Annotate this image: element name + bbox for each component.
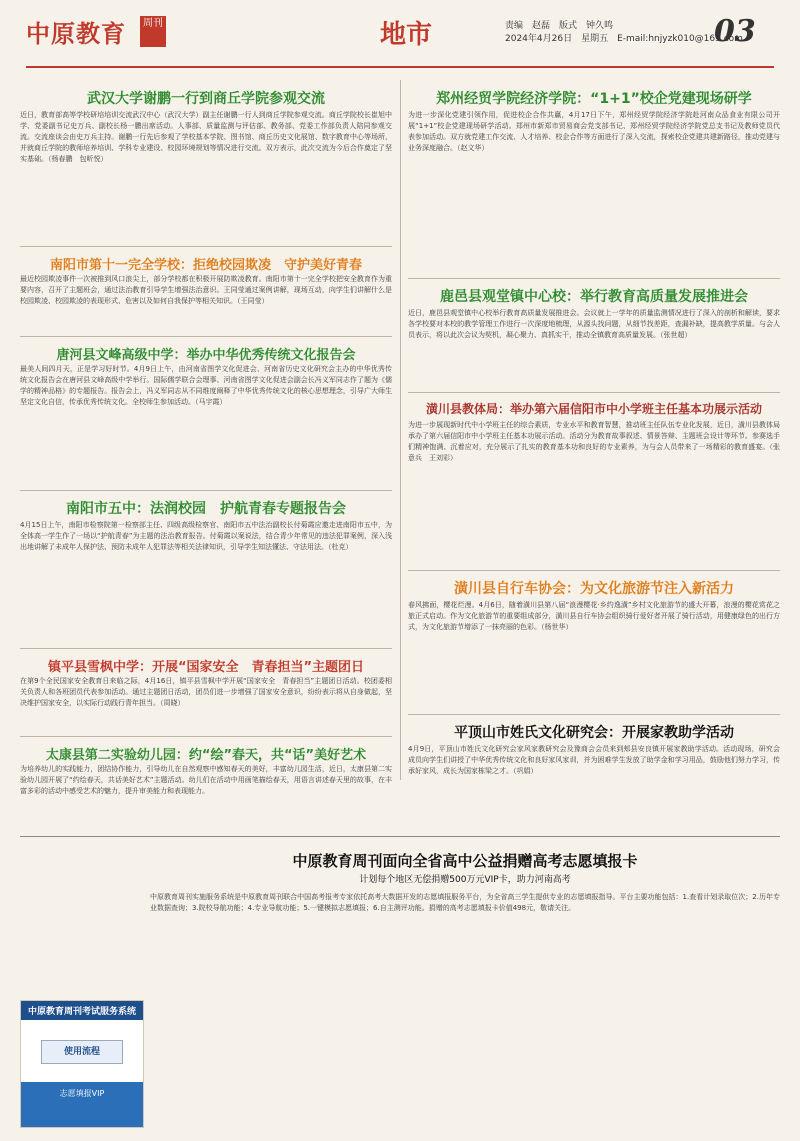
- article-headline: 平顶山市姓氏文化研究会：开展家教助学活动: [454, 725, 734, 741]
- divider: [408, 392, 780, 393]
- promo-headline: 中原教育周刊面向全省高中公益捐赠高考志愿填报卡: [292, 852, 638, 870]
- ad-bottom: 志愿填报VIP: [21, 1082, 143, 1128]
- article-body: 近日，鹿邑县观堂镇中心校举行教育高质量发展推进会。会议就上一学年的质量监测情况进行了深入的剖析和解读，要求各学校要对本校的教学管理工作进行一次深度地梳理，从源头找问题，从细节找差距，查漏补缺，提高教学质量。与会人员表示，将以此次会议为契机，凝心聚力、真抓实干，推动全镇教育高质量发展。（张世超）: [408, 309, 780, 339]
- editors-line: 责编 赵磊 版式 钟久鸣: [505, 21, 614, 31]
- brand-badge: 周刊: [140, 16, 166, 47]
- article-headline: 镇平县雪枫中学：开展“国家安全 青春担当”主题团日: [47, 660, 365, 675]
- page-number: 03: [714, 14, 756, 49]
- divider: [408, 570, 780, 571]
- page-header: [0, 0, 800, 78]
- article-headline: 唐河县文峰高级中学：举办中华优秀传统文化报告会: [56, 348, 356, 363]
- header-meta: [505, 20, 743, 46]
- column-divider: [400, 80, 401, 780]
- ad-title: 中原教育周刊考试服务系统: [21, 1001, 143, 1020]
- article-headline: 太康县第二实验幼儿园：约“绘”春天，共“话”美好艺术: [45, 748, 367, 763]
- divider: [20, 648, 392, 649]
- divider: [408, 714, 780, 715]
- article-body: 最近校园欺凌事件一次被推到风口浪尖上，部分学校都在积极开展防欺凌教育。南阳市第十一完全学校把安全教育作为重要内容，召开了主题班会，通过法治教育引导学生增强法治意识。王同莹通过案例讲解，现场互动，向学生们讲解什么是校园欺凌、校园欺凌的表现形式、危害以及如何自我保护等相关知识。（王同莹）: [20, 275, 392, 305]
- divider: [20, 246, 392, 247]
- divider: [20, 736, 392, 737]
- divider: [20, 490, 392, 491]
- ad-body: [21, 1020, 143, 1082]
- article-headline: 郑州经贸学院经济学院：“1+1”校企党建现场研学: [436, 91, 752, 107]
- advertisement: [20, 1000, 144, 1128]
- article-body: 近日，教育部高等学校研培培训交流武汉中心（武汉大学）副主任谢鹏一行人到商丘学院参观交流。商丘学院校长崔旭中学、党委副书记史万兵、副校长杨一鹏出席活动。人事部、质量监测与评估部、教务部、党委工作部负责人陪同参观交流。交流座谈会由史万兵主持。谢鹏一行先后参观了学校基本学院、图书馆、商丘历史文化展馆、数字教育中心等场所，并就商丘学院的教师培养培训、学科专业建设、校园环境规划等情况进行交流。双方表示，此次交流为今后合作奠定了坚实基础。（杨春鹏 包昕悦）: [20, 111, 392, 163]
- article-headline: 潢川县教体局：举办第六届信阳市中小学班主任基本功展示活动: [425, 402, 762, 416]
- article-body: 春风拂面，樱花烂漫。4月6日，随着潢川县第八届“浪漫樱花·乡约逸潢”乡村文化旅游节的盛大开幕，浪漫的樱花赏花之旅正式启动。作为文化旅游节的重要组成部分，潢川县自行车协会组织骑行爱好者开展了骑行活动，用健康绿色的出行方式，为文化旅游节增添了一抹亮丽的色彩。（杨世华）: [408, 601, 780, 631]
- article-body: 为培养幼儿的实践能力，团结协作能力，引导幼儿在自然观察中感知春天的美好，丰富幼儿园生活，近日，太康县第二实验幼儿园开展了“约绘春天，共话美好艺术”主题活动。幼儿们在活动中用画笔描绘春天，用语言讲述春天里的故事，在丰富多彩的活动中感受艺术的魅力，提升审美能力和表现能力。: [20, 765, 392, 795]
- article-headline: 鹿邑县观堂镇中心校：举行教育高质量发展推进会: [440, 289, 748, 305]
- date-line: 2024年4月26日 星期五 E-mail:hnjyzk010@163.com: [505, 34, 743, 44]
- article-body: 为进一步展现新时代中小学班主任的综合素质，专业水平和教育智慧，推动班主任队伍专业化发展，近日，潢川县教体局承办了第六届信阳市中小学班主任基本功展示活动。活动分为教育故事叙述、情景答辩、主题班会设计等环节。参赛选手们精神饱满、沉着应对，充分展示了扎实的教育基本功和良好的专业素养，为与会人员带来了一场精彩的教育盛宴。（张意兵 王刘彩）: [408, 421, 780, 462]
- promo-subtitle: 计划每个地区无偿捐赠500万元VIP卡，助力河南高考: [359, 875, 571, 885]
- ad-process-label: 使用流程: [41, 1040, 123, 1064]
- header-rule: [26, 66, 774, 68]
- divider: [20, 336, 392, 337]
- brand-logo: 中原教育: [26, 19, 126, 48]
- article-body: 为进一步深化党建引领作用，促进校企合作共赢，4月17日下午，郑州经贸学院经济学院赴河南众品食业有限公司开展“1+1”校企党建现场研学活动。郑州市新郑市贸易商会党支部书记、郑州经贸学院经济学院党总支书记及教师党员代表参加活动。双方就党建工作交流、人才培养、校企合作等方面进行了深入交流，探索校企党建共建新路径，推动党建与业务深度融合。（赵文华）: [408, 111, 780, 152]
- article-headline: 南阳市第十一完全学校：拒绝校园欺凌 守护美好青春: [49, 258, 362, 273]
- section-title: 地市: [380, 20, 433, 50]
- section-divider: [20, 836, 780, 837]
- article-headline: 武汉大学谢鹏一行到商丘学院参观交流: [87, 91, 325, 107]
- article-body: 在第9个全民国家安全教育日来临之际，4月16日，镇平县雪枫中学开展“国家安全 青春担当”主题团日活动。校团委相关负责人和各班团员代表参加活动。通过主题团日活动，团员们进一步增强了国家安全意识，纷纷表示将从自身做起，坚决维护国家安全，以实际行动践行青年担当。（周晓）: [20, 677, 392, 707]
- article-body: 4月15日上午，南阳市检察院第一检察部主任、四级高级检察官、南阳市五中法治副校长付菊霞应邀走进南阳市五中，为全体高一学生作了一场以“护航青春”为主题的法治教育报告。付菊霞以案说法，结合青少年常见的违法犯罪案例，深入浅出地讲解了未成年人保护法、预防未成年人犯罪法等相关法律知识，引导学生知法懂法、守法用法。（杜克）: [20, 521, 392, 551]
- article-body: 4月9日，平顶山市姓氏文化研究会家风家教研究会及豫商会会员来到郏县安良镇开展家教助学活动。活动现场，研究会成员向学生们讲授了中华优秀传统文化和良好家风家训，并为困难学生发放了助学金和学习用品，鼓励他们努力学习，传承好家风，成长为国家栋梁之才。（巩娟）: [408, 745, 780, 775]
- article-headline: 南阳市五中：法润校园 护航青春专题报告会: [66, 501, 346, 517]
- divider: [408, 278, 780, 279]
- article-headline: 潢川县自行车协会：为文化旅游节注入新活力: [454, 581, 734, 597]
- article-body: 最美人间四月天，正是学习好时节。4月9日上午，由河南省图学文化促进会、河南省历史文化研究会主办的中华优秀传统文化报告会在唐河县文峰高级中学举行。国际儒学联合会理事、河南省图学文化促进会副会长冯义军同志作了题为《儒学的精神品格》的专题报告。报告会上，冯义军同志从不同维度阐释了中华优秀传统文化的核心思想理念，引导广大师生坚定文化自信，传承优秀传统文化。全校师生参加活动。（马宇霞）: [20, 365, 392, 406]
- promo-body: 中原教育周刊实施服务系统是中原教育周刊联合中国高考报考专家依托高考大数据开发的志愿填报服务平台，为全省高三学生提供专业的志愿填报指导。平台主要功能包括：1.查看计划录取位次；2.历年专业数据查询；3.院校导航功能；4.专业导航功能；5.一键模拟志愿填报；6.自主测评功能。捐赠的高考志愿填报卡价值498元，敬请关注。: [150, 893, 780, 912]
